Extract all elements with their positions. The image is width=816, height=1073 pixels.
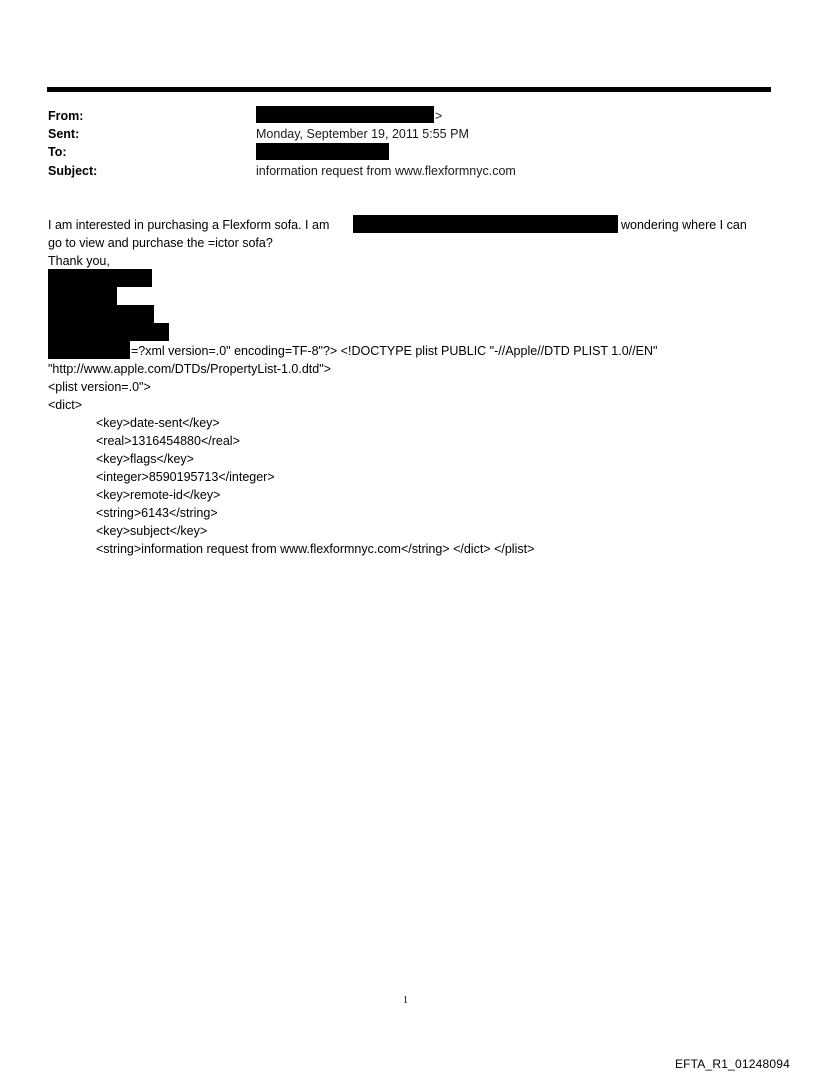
xml-indented-line: <string>information request from www.flexformnyc.com</string> </dict> </plist> <box>96 542 535 556</box>
xml-line-2: "http://www.apple.com/DTDs/PropertyList-1.0.dtd"> <box>48 362 331 376</box>
subject-label: Subject: <box>48 164 98 178</box>
header-rule <box>47 87 771 92</box>
xml-indented-line: <key>remote-id</key> <box>96 488 221 502</box>
subject-value: information request from www.flexformnyc.com <box>256 164 516 178</box>
xml-indented-line: <key>subject</key> <box>96 524 208 538</box>
body-line-2: go to view and purchase the =ictor sofa? <box>48 236 273 250</box>
redaction-from <box>256 106 434 123</box>
xml-line-1: =?xml version=.0" encoding=TF-8"?> <!DOCTYPE plist PUBLIC "-//Apple//DTD PLIST 1.0//EN" <box>131 344 658 358</box>
redaction-signature-2 <box>48 287 117 305</box>
xml-indented-line: <integer>8590195713</integer> <box>96 470 275 484</box>
to-label: To: <box>48 145 67 159</box>
redaction-to <box>256 143 389 160</box>
xml-line-3: <plist version=.0"> <box>48 380 151 394</box>
body-line-1-start: I am interested in purchasing a Flexform sofa. I am <box>48 218 330 232</box>
body-line-3: Thank you, <box>48 254 110 268</box>
xml-line-4: <dict> <box>48 398 83 412</box>
xml-indented-line: <key>date-sent</key> <box>96 416 220 430</box>
redaction-signature-1 <box>48 269 152 287</box>
document-id: EFTA_R1_01248094 <box>674 1057 790 1071</box>
from-value-tail: > <box>435 109 443 123</box>
xml-indented-line: <real>1316454880</real> <box>96 434 240 448</box>
page-number: 1 <box>403 995 408 1006</box>
body-line-1-end: wondering where I can <box>621 218 747 232</box>
sent-value: Monday, September 19, 2011 5:55 PM <box>256 127 469 141</box>
redaction-body-1 <box>353 215 618 233</box>
sent-label: Sent: <box>48 127 80 141</box>
xml-indented-line: <key>flags</key> <box>96 452 194 466</box>
xml-indented-line: <string>6143</string> <box>96 506 218 520</box>
redaction-signature-4 <box>48 323 169 341</box>
redaction-signature-3 <box>48 305 154 323</box>
from-label: From: <box>48 109 84 123</box>
redaction-signature-5 <box>48 341 130 359</box>
